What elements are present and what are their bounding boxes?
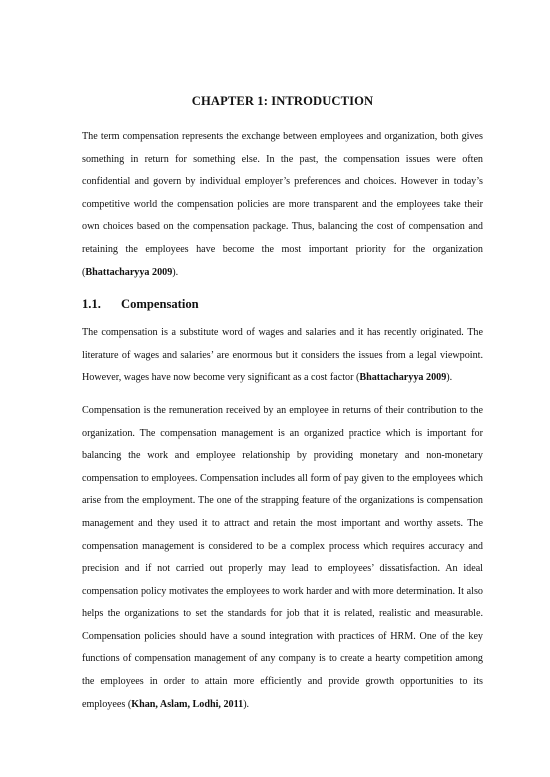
section-heading	[82, 297, 483, 312]
paragraph-3-citation: Khan, Aslam, Lodhi, 2011	[131, 698, 244, 710]
paragraph-3-closing: ).	[243, 698, 250, 710]
paragraph-2-citation: Bhattacharyya 2009	[359, 372, 447, 384]
section-title: Compensation	[121, 297, 199, 312]
intro-citation: Bhattacharyya 2009	[85, 266, 173, 278]
paragraph-3-text: Compensation is the remuneration received by an employee in returns of their contribution to the organization. The compensation management is an organized practice which is important for balancing the work and employee relationship by providing monetary and non-monetary compensation to employees. Compensation includes all form of pay given to the employees which arise from the employment. The one of the strapping feature of the organizations is compensation management and they used it to attract and retain the most important and worthy assets. The compensation management is considered to be a complex process which requires accuracy and precision and if not carried out properly may lead to employees’ dissatisfaction. An ideal compensation policy motivates the employees to work harder and with more determination. It also helps the organizations to set the standards for job that it is related, realistic and measurable. Compensation policies should have a sound integration with practices of HRM. One of the key functions of compensation management of any company is to create a hearty competition among the employees in order to attain more efficiently and provide growth opportunities to its employees (	[82, 404, 483, 710]
intro-paragraph-text: The term compensation represents the exchange between employees and organization, both gives something in return for something else. In the past, the compensation issues were often confidential and govern by individual employer’s preferences and choices. However in today’s competitive world the compensation policies are more transparent and the employees take their own choices based on the compensation package. Thus, balancing the cost of compensation and retaining the employees have become the most important priority for the organization (	[82, 131, 483, 278]
section-number: 1.1.	[82, 297, 101, 312]
intro-paragraph-closing: ).	[172, 266, 179, 278]
paragraph-2-closing: ).	[446, 372, 453, 384]
chapter-title: CHAPTER 1: INTRODUCTION	[191, 94, 374, 108]
intro-paragraph	[82, 126, 483, 284]
paragraph-3	[82, 400, 483, 716]
paragraph-2-text: The compensation is a substitute word of wages and salaries and it has recently originated. The literature of wages and salaries’ are enormous but it considers the issues from a legal viewpoint. However, wages have now become very significant as a cost factor (	[82, 327, 483, 384]
paragraph-2	[82, 322, 483, 390]
